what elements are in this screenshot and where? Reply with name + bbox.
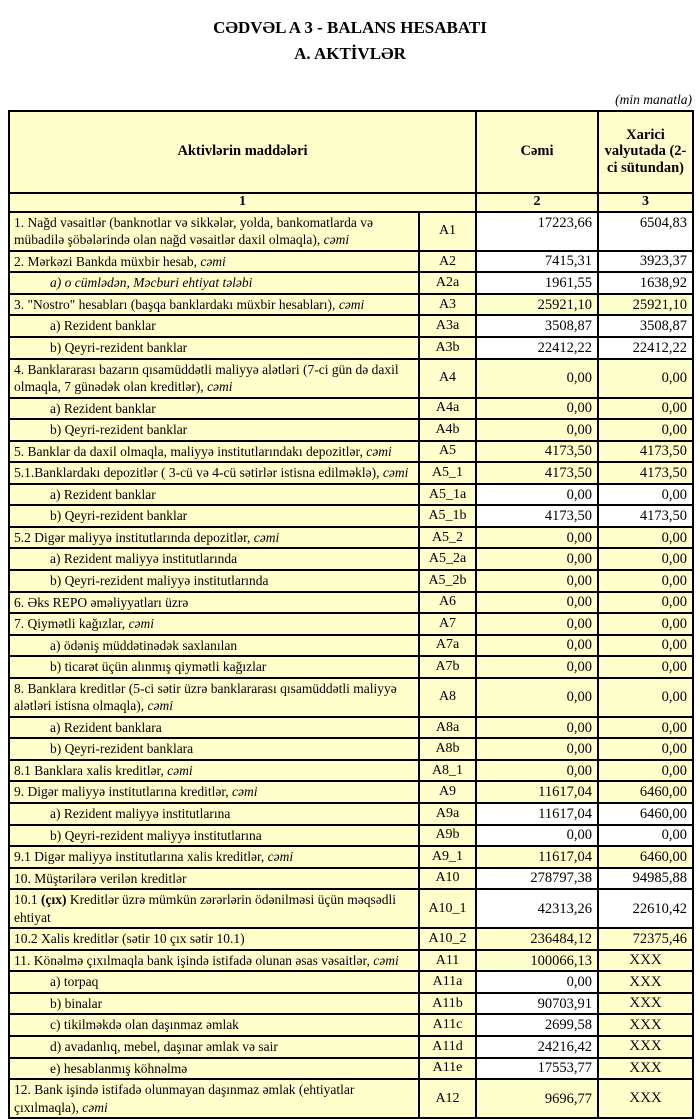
total-value-cell: 278797,38	[476, 868, 598, 890]
table-row	[9, 251, 693, 273]
foreign-currency-value-cell: 0,00	[598, 656, 693, 678]
row-code-cell: A5_1a	[419, 484, 476, 506]
row-code-cell: A10	[419, 868, 476, 890]
row-code-cell: A3	[419, 294, 476, 316]
row-code-cell: A1	[419, 212, 476, 251]
total-value-cell: 90703,91	[476, 993, 598, 1015]
item-label-pre: 10. Müştərilərə verilən kreditlər	[14, 870, 187, 886]
item-label-pre: 2. Mərkəzi Bankda müxbir hesab,	[14, 253, 201, 269]
total-value-cell: 0,00	[476, 398, 598, 420]
foreign-currency-value-cell: 6460,00	[598, 781, 693, 803]
total-value-cell: 0,00	[476, 656, 598, 678]
total-value-cell: 22412,22	[476, 337, 598, 359]
row-code-cell: A5_1b	[419, 505, 476, 527]
total-value-cell: 0,00	[476, 419, 598, 441]
item-label-bold: (çıx)	[41, 892, 67, 908]
table-row	[9, 678, 693, 717]
row-code-cell: A5	[419, 441, 476, 463]
row-code-cell: A3a	[419, 315, 476, 337]
foreign-currency-value-cell: XXX	[598, 971, 693, 993]
total-value-cell: 9696,77	[476, 1079, 598, 1118]
total-value-cell: 0,00	[476, 971, 598, 993]
foreign-currency-value-cell: 0,00	[598, 527, 693, 549]
item-label-cell	[9, 462, 419, 484]
table-row	[9, 315, 693, 337]
foreign-currency-value-cell: XXX	[598, 1036, 693, 1058]
total-value-cell: 0,00	[476, 678, 598, 717]
item-label-em: cəmi	[200, 253, 226, 269]
item-label-cell	[9, 251, 419, 273]
item-label-em: cəmi	[382, 465, 409, 481]
item-label-em: cəmi	[366, 443, 392, 459]
total-value-cell: 236484,12	[476, 928, 598, 950]
total-value-cell: 0,00	[476, 825, 598, 847]
item-label-cell	[9, 635, 419, 657]
table-row	[9, 825, 693, 847]
foreign-currency-value-cell: 4173,50	[598, 441, 693, 463]
total-value-cell: 1961,55	[476, 272, 598, 294]
item-label-cell	[9, 825, 419, 847]
item-label-cell	[9, 592, 419, 614]
item-label-cell	[9, 971, 419, 993]
item-label-cell	[9, 505, 419, 527]
table-row	[9, 212, 693, 251]
row-code-cell: A8	[419, 678, 476, 717]
item-label-cell	[9, 846, 419, 868]
table-row	[9, 337, 693, 359]
table-row	[9, 760, 693, 782]
table-row	[9, 971, 693, 993]
item-label-pre: b) Qeyri-rezident banklar	[50, 339, 188, 355]
total-value-cell: 0,00	[476, 548, 598, 570]
table-row	[9, 1079, 693, 1118]
row-code-cell: A12	[419, 1079, 476, 1118]
table-row	[9, 527, 693, 549]
item-label-cell	[9, 484, 419, 506]
item-label-pre: 9. Digər maliyyə institutlarına kreditlər,	[14, 784, 233, 800]
item-label-cell	[9, 950, 419, 972]
item-label-em: cəmi	[128, 616, 155, 632]
foreign-currency-value-cell: 0,00	[598, 592, 693, 614]
col-header-items: Aktivlərin maddələri	[9, 111, 476, 193]
table-row	[9, 656, 693, 678]
item-label-em: cəmi	[267, 849, 294, 865]
foreign-currency-value-cell: 0,00	[598, 359, 693, 398]
foreign-currency-value-cell: 6504,83	[598, 212, 693, 251]
table-header	[9, 111, 693, 212]
foreign-currency-value-cell: 0,00	[598, 548, 693, 570]
item-label-cell	[9, 315, 419, 337]
table-row	[9, 398, 693, 420]
total-value-cell: 0,00	[476, 359, 598, 398]
row-code-cell: A5_2	[419, 527, 476, 549]
item-label-pre: 10.2 Xalis kreditlər (sətir 10 çıx sətir 10.1)	[14, 931, 245, 947]
foreign-currency-value-cell: 0,00	[598, 738, 693, 760]
foreign-currency-value-cell: XXX	[598, 1079, 693, 1118]
row-code-cell: A7b	[419, 656, 476, 678]
item-label-cell	[9, 527, 419, 549]
item-label-cell	[9, 212, 419, 251]
foreign-currency-value-cell: 0,00	[598, 717, 693, 739]
foreign-currency-value-cell: 72375,46	[598, 928, 693, 950]
row-code-cell: A7a	[419, 635, 476, 657]
item-label-pre: e) hesablanmış köhnəlmə	[50, 1060, 188, 1076]
item-label-pre: b) binalar	[50, 995, 103, 1011]
item-label-em: cəmi	[207, 379, 233, 395]
item-label-pre: 10.1	[14, 892, 41, 908]
total-value-cell: 24216,42	[476, 1036, 598, 1058]
row-code-cell: A11b	[419, 993, 476, 1015]
item-label-cell	[9, 928, 419, 950]
table-row	[9, 950, 693, 972]
table-row	[9, 419, 693, 441]
total-value-cell: 4173,50	[476, 462, 598, 484]
row-code-cell: A2a	[419, 272, 476, 294]
foreign-currency-value-cell: 25921,10	[598, 294, 693, 316]
foreign-currency-value-cell: 6460,00	[598, 846, 693, 868]
item-label-pre: a) torpaq	[50, 974, 99, 990]
item-label-cell	[9, 781, 419, 803]
total-value-cell: 0,00	[476, 613, 598, 635]
item-label-em: cəmi	[167, 762, 193, 778]
total-value-cell: 4173,50	[476, 505, 598, 527]
total-value-cell: 11617,04	[476, 846, 598, 868]
foreign-currency-value-cell: 0,00	[598, 825, 693, 847]
foreign-currency-value-cell: 22412,22	[598, 337, 693, 359]
table-body	[9, 212, 693, 1119]
unit-note: (min manatla)	[615, 91, 692, 107]
item-label-em: cəmi	[82, 1099, 108, 1115]
item-label-pre: a) Rezident banklar	[50, 486, 156, 502]
total-value-cell: 17553,77	[476, 1058, 598, 1080]
table-row	[9, 781, 693, 803]
table-row	[9, 738, 693, 760]
table-row	[9, 359, 693, 398]
table-row	[9, 462, 693, 484]
item-label-pre: a) Rezident maliyyə institutlarına	[50, 806, 231, 821]
table-row	[9, 1036, 693, 1058]
table-row	[9, 717, 693, 739]
column-number-row	[9, 193, 693, 212]
item-label-cell	[9, 337, 419, 359]
row-code-cell: A3b	[419, 337, 476, 359]
col-number-foreign: 3	[598, 193, 693, 212]
total-value-cell: 0,00	[476, 717, 598, 739]
row-code-cell: A9b	[419, 825, 476, 847]
item-label-cell	[9, 1036, 419, 1058]
item-label-em: cəmi	[232, 784, 258, 800]
item-label-cell	[9, 717, 419, 739]
item-label-pre: b) Qeyri-rezident banklar	[50, 508, 188, 524]
row-code-cell: A8_1	[419, 760, 476, 782]
total-value-cell: 7415,31	[476, 251, 598, 273]
foreign-currency-value-cell: 0,00	[598, 613, 693, 635]
item-label-pre: a) Rezident maliyyə institutlarında	[50, 551, 238, 567]
total-value-cell: 4173,50	[476, 441, 598, 463]
item-label-pre: a) Rezident banklar	[50, 400, 156, 416]
foreign-currency-value-cell: 0,00	[598, 760, 693, 782]
item-label-rest: Kreditlər üzrə mümkün zərərlərin ödənilməsi üçün məqsədli ehtiyat	[14, 892, 396, 925]
item-label-cell	[9, 1079, 419, 1118]
item-label-cell	[9, 359, 419, 398]
item-label-cell	[9, 1014, 419, 1036]
total-value-cell: 0,00	[476, 570, 598, 592]
table-row	[9, 548, 693, 570]
total-value-cell: 17223,66	[476, 212, 598, 251]
item-label-pre: b) Qeyri-rezident banklara	[50, 741, 194, 757]
foreign-currency-value-cell: 0,00	[598, 678, 693, 717]
item-label-em: cəmi	[373, 952, 399, 968]
total-value-cell: 0,00	[476, 527, 598, 549]
table-row	[9, 505, 693, 527]
item-label-em: cəmi	[338, 296, 365, 312]
item-label-cell	[9, 272, 419, 294]
foreign-currency-value-cell: 0,00	[598, 398, 693, 420]
foreign-currency-value-cell: 6460,00	[598, 803, 693, 825]
item-label-pre: c) tikilməkdə olan daşınmaz əmlak	[50, 1017, 239, 1033]
item-label-pre: 11. Könəlmə çıxılmaqla bank işində istifadə olunan əsas vəsaitlər,	[14, 952, 374, 968]
foreign-currency-value-cell: 3508,87	[598, 315, 693, 337]
row-code-cell: A11a	[419, 971, 476, 993]
item-label-cell	[9, 993, 419, 1015]
item-label-cell	[9, 656, 419, 678]
total-value-cell: 11617,04	[476, 781, 598, 803]
foreign-currency-value-cell: 0,00	[598, 419, 693, 441]
page-subtitle: A. AKTİVLƏR	[294, 44, 406, 64]
row-code-cell: A9_1	[419, 846, 476, 868]
foreign-currency-value-cell: 94985,88	[598, 868, 693, 890]
foreign-currency-value-cell: 0,00	[598, 484, 693, 506]
table-row	[9, 294, 693, 316]
total-value-cell: 0,00	[476, 592, 598, 614]
table-row	[9, 928, 693, 950]
item-label-em: cəmi	[253, 529, 280, 545]
total-value-cell: 0,00	[476, 760, 598, 782]
foreign-currency-value-cell: XXX	[598, 1058, 693, 1080]
foreign-currency-value-cell: 4173,50	[598, 462, 693, 484]
item-label-pre: 9.1 Digər maliyyə institutlarına xalis kreditlər,	[14, 849, 268, 865]
item-label-pre: a) ödəniş müddətinədək saxlanılan	[50, 637, 238, 653]
item-label-pre: a) Rezident banklar	[50, 318, 156, 334]
item-label-pre: 3. "Nostro" hesabları (başqa banklardakı müxbir hesabları),	[14, 296, 339, 312]
total-value-cell: 42313,26	[476, 889, 598, 928]
row-code-cell: A8a	[419, 717, 476, 739]
total-value-cell: 0,00	[476, 484, 598, 506]
table-row	[9, 846, 693, 868]
total-value-cell: 0,00	[476, 738, 598, 760]
foreign-currency-value-cell: XXX	[598, 1014, 693, 1036]
foreign-currency-value-cell: 4173,50	[598, 505, 693, 527]
balance-sheet-table	[8, 110, 694, 1119]
total-value-cell: 100066,13	[476, 950, 598, 972]
item-label-em: cəmi	[147, 698, 173, 714]
table-row	[9, 803, 693, 825]
foreign-currency-value-cell: XXX	[598, 993, 693, 1015]
item-label-cell	[9, 868, 419, 890]
total-value-cell: 2699,58	[476, 1014, 598, 1036]
item-label-cell	[9, 678, 419, 717]
row-code-cell: A5_2b	[419, 570, 476, 592]
foreign-currency-value-cell: XXX	[598, 950, 693, 972]
item-label-cell	[9, 1058, 419, 1080]
table-row	[9, 613, 693, 635]
row-code-cell: A6	[419, 592, 476, 614]
item-label-cell	[9, 441, 419, 463]
foreign-currency-value-cell: 22610,42	[598, 889, 693, 928]
row-code-cell: A11c	[419, 1014, 476, 1036]
item-label-pre: b) ticarət üçün alınmış qiymətli kağızlar	[50, 659, 267, 675]
row-code-cell: A10_2	[419, 928, 476, 950]
item-label-pre: b) Qeyri-rezident maliyyə institutlarında	[50, 572, 269, 588]
row-code-cell: A11e	[419, 1058, 476, 1080]
total-value-cell: 11617,04	[476, 803, 598, 825]
row-code-cell: A10_1	[419, 889, 476, 928]
foreign-currency-value-cell: 1638,92	[598, 272, 693, 294]
item-label-pre: 8. Banklara kreditlər (5-ci sətir üzrə banklararası qısamüddətli maliyyə alətləri istisna olmaqla),	[14, 680, 397, 714]
item-label-pre: 5.1.Banklardakı depozitlər ( 3-cü və 4-cü sətirlər istisna edilməklə),	[14, 465, 383, 481]
item-label-pre: 12. Bank işində istifadə olunmayan daşınmaz əmlak (ehtiyatlar çıxılmaqla),	[14, 1082, 355, 1115]
row-code-cell: A11	[419, 950, 476, 972]
table-row	[9, 635, 693, 657]
title-block	[0, 0, 700, 68]
row-code-cell: A11d	[419, 1036, 476, 1058]
table-row	[9, 868, 693, 890]
foreign-currency-value-cell: 0,00	[598, 570, 693, 592]
table-row	[9, 484, 693, 506]
col-header-foreign: Xarici valyutada (2-ci sütundan)	[598, 111, 693, 193]
item-label-cell	[9, 889, 419, 928]
row-code-cell: A9a	[419, 803, 476, 825]
total-value-cell: 3508,87	[476, 315, 598, 337]
item-label-em: a) o cümlədən, Məcburi ehtiyat tələbi	[50, 275, 253, 291]
total-value-cell: 0,00	[476, 635, 598, 657]
item-label-cell	[9, 548, 419, 570]
row-code-cell: A5_2a	[419, 548, 476, 570]
item-label-cell	[9, 760, 419, 782]
col-number-total: 2	[476, 193, 598, 212]
page-title: CƏDVƏL A 3 - BALANS HESABATI	[213, 18, 487, 37]
table-row	[9, 889, 693, 928]
total-value-cell: 25921,10	[476, 294, 598, 316]
row-code-cell: A7	[419, 613, 476, 635]
item-label-pre: 1. Nağd vəsaitlər (banknotlar və sikkələr, yolda, bankomatlarda və mübadilə şöbələrində olan nağd vəsaitlər daxil olmaqla),	[14, 214, 373, 248]
item-label-pre: 8.1 Banklara xalis kreditlər,	[14, 762, 168, 778]
item-label-pre: d) avadanlıq, mebel, daşınar əmlak və sair	[50, 1039, 278, 1055]
item-label-pre: 4. Banklararası bazarın qısamüddətli maliyyə alətləri (7-ci gün də daxil olmaqla, 7 günədək olan kreditlər),	[14, 361, 399, 395]
table-row	[9, 570, 693, 592]
item-label-pre: b) Qeyri-rezident banklar	[50, 422, 188, 438]
header-row	[9, 111, 693, 193]
item-label-em: cəmi	[323, 232, 350, 248]
item-label-pre: a) Rezident banklara	[50, 719, 162, 735]
item-label-pre: b) Qeyri-rezident maliyyə institutlarına	[50, 827, 262, 843]
item-label-pre: 7. Qiymətli kağızlar,	[14, 616, 129, 632]
item-label-cell	[9, 803, 419, 825]
table-row	[9, 441, 693, 463]
item-label-cell	[9, 738, 419, 760]
row-code-cell: A2	[419, 251, 476, 273]
row-code-cell: A8b	[419, 738, 476, 760]
table-row	[9, 993, 693, 1015]
col-number-items: 1	[9, 193, 476, 212]
row-code-cell: A4b	[419, 419, 476, 441]
table-row	[9, 592, 693, 614]
table-row	[9, 1014, 693, 1036]
row-code-cell: A4a	[419, 398, 476, 420]
foreign-currency-value-cell: 3923,37	[598, 251, 693, 273]
item-label-pre: 5. Banklar da daxil olmaqla, maliyyə institutlarındakı depozitlər,	[14, 443, 367, 459]
item-label-cell	[9, 570, 419, 592]
row-code-cell: A5_1	[419, 462, 476, 484]
table-row	[9, 1058, 693, 1080]
table-row	[9, 272, 693, 294]
row-code-cell: A9	[419, 781, 476, 803]
item-label-pre: 6. Əks REPO əməliyyatları üzrə	[14, 594, 189, 610]
foreign-currency-value-cell: 0,00	[598, 635, 693, 657]
item-label-pre: 5.2 Digər maliyyə institutlarında depozitlər,	[14, 529, 254, 545]
row-code-cell: A4	[419, 359, 476, 398]
item-label-cell	[9, 613, 419, 635]
item-label-cell	[9, 398, 419, 420]
col-header-total: Cəmi	[476, 111, 598, 193]
item-label-cell	[9, 294, 419, 316]
item-label-cell	[9, 419, 419, 441]
